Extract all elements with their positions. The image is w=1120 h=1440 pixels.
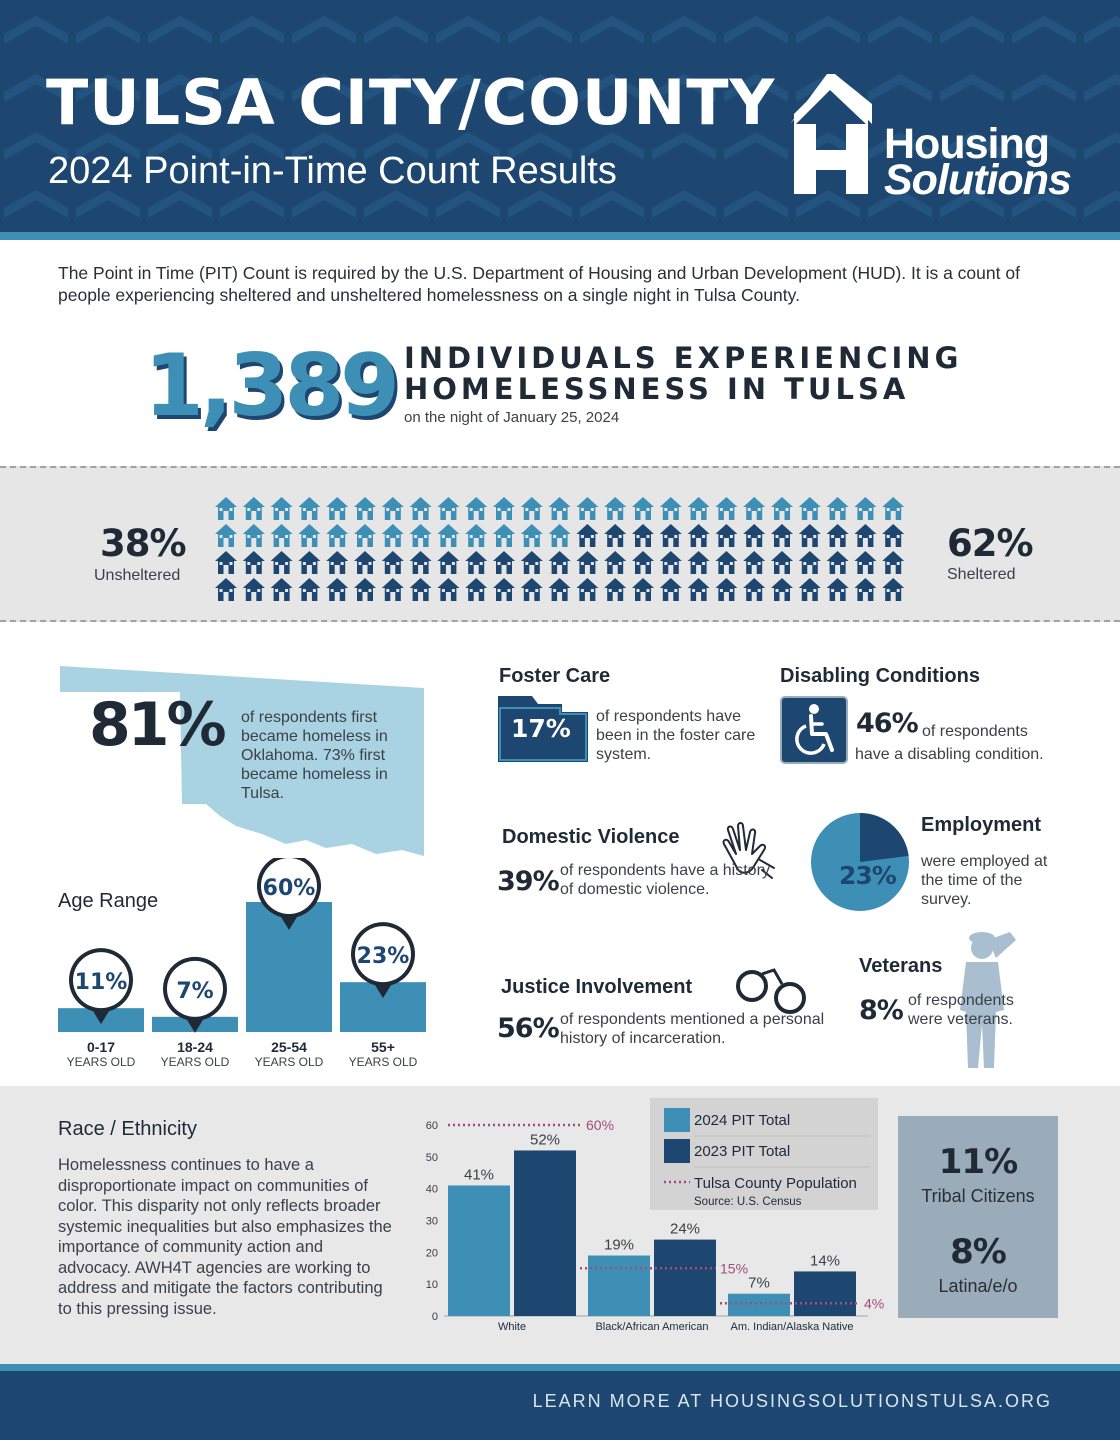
- house-icon: [743, 551, 765, 574]
- house-icon: [354, 551, 376, 574]
- sheltered-percent: 62%: [947, 522, 1033, 565]
- justice-text: of respondents mentioned a personal history of incarceration.: [560, 1011, 825, 1047]
- logo-word-solutions: Solutions: [884, 156, 1071, 204]
- age-group-label: 18-24: [177, 1039, 213, 1055]
- house-icon: [437, 551, 459, 574]
- house-icon: [882, 497, 904, 520]
- logo-word-housing: Housing: [884, 120, 1049, 168]
- house-icon: [465, 578, 487, 601]
- age-group-sub: YEARS OLD: [348, 1055, 418, 1069]
- house-icon: [410, 551, 432, 574]
- legend-label: 2023 PIT Total: [694, 1143, 791, 1160]
- race-bar-value: 7%: [748, 1274, 770, 1292]
- house-icon: [632, 497, 654, 520]
- house-icon: [743, 497, 765, 520]
- justice-stat: 56%: [497, 1013, 559, 1044]
- house-icon: [271, 551, 293, 574]
- oklahoma-text: of respondents first became homeless in Oklahoma. 73% first became homeless in Tulsa.: [241, 709, 388, 802]
- house-icon: [271, 497, 293, 520]
- race-bar: [588, 1256, 650, 1316]
- house-icon: [437, 524, 459, 547]
- disabling-text-a: of respondents: [922, 723, 1028, 740]
- house-icon: [410, 497, 432, 520]
- house-icon: [604, 551, 626, 574]
- house-icon: [271, 578, 293, 601]
- house-icon-grid: [214, 496, 910, 606]
- house-icon: [827, 524, 849, 547]
- age-group-label: 25-54: [271, 1039, 307, 1055]
- race-bar-value: 52%: [529, 1131, 561, 1149]
- house-icon: [354, 524, 376, 547]
- house-icon: [215, 551, 237, 574]
- house-icon: [326, 497, 348, 520]
- page-subtitle: 2024 Point-in-Time Count Results: [48, 150, 617, 192]
- tribal-stat: 11%: [938, 1142, 1018, 1182]
- headline-label: [404, 343, 962, 405]
- age-percent-label: 11%: [74, 970, 128, 996]
- y-tick-label: 20: [425, 1247, 438, 1260]
- race-bar: [794, 1271, 856, 1316]
- house-icon: [382, 578, 404, 601]
- domestic-violence-stat: 39%: [497, 866, 559, 897]
- house-icon: [743, 578, 765, 601]
- foster-care-stat: 17%: [511, 714, 571, 743]
- employment-stat: 23%: [839, 861, 896, 890]
- house-icon: [326, 524, 348, 547]
- house-icon: [465, 524, 487, 547]
- y-tick-label: 40: [425, 1183, 438, 1196]
- house-icon: [771, 524, 793, 547]
- y-tick-label: 10: [425, 1279, 438, 1292]
- housing-solutions-logo-icon: [790, 74, 872, 196]
- house-icon: [271, 524, 293, 547]
- house-icon: [660, 497, 682, 520]
- house-icon: [632, 524, 654, 547]
- disabling-stat: 46%: [856, 708, 918, 739]
- house-icon: [215, 524, 237, 547]
- house-icon: [827, 497, 849, 520]
- age-group-sub: YEARS OLD: [160, 1055, 230, 1069]
- age-group-sub: YEARS OLD: [66, 1055, 136, 1069]
- house-icon: [799, 551, 821, 574]
- legend-label: 2024 PIT Total: [694, 1112, 791, 1129]
- house-icon: [549, 524, 571, 547]
- house-icon: [882, 578, 904, 601]
- house-icon: [521, 497, 543, 520]
- house-icon: [437, 497, 459, 520]
- race-category-label: Am. Indian/Alaska Native: [730, 1321, 854, 1333]
- veterans-text: of respondents were veterans.: [908, 992, 1014, 1028]
- house-icon: [799, 497, 821, 520]
- house-icon: [688, 524, 710, 547]
- house-icon: [493, 524, 515, 547]
- house-icon: [354, 578, 376, 601]
- race-bar: [654, 1240, 716, 1316]
- race-category-label: Black/African American: [595, 1321, 709, 1333]
- age-group-label: 55+: [371, 1039, 395, 1055]
- house-icon: [688, 497, 710, 520]
- house-icon: [326, 551, 348, 574]
- justice-title: Justice Involvement: [501, 976, 693, 998]
- disabling-text-b: have a disabling condition.: [855, 746, 1044, 763]
- house-icon: [632, 551, 654, 574]
- house-icon: [493, 578, 515, 601]
- headline-label-line1: INDIVIDUALS EXPERIENCING: [404, 341, 963, 375]
- house-icon: [771, 551, 793, 574]
- age-range-title: Age Range: [58, 890, 159, 912]
- house-icon: [771, 497, 793, 520]
- house-icon: [604, 524, 626, 547]
- house-icon: [854, 551, 876, 574]
- disabling-title: Disabling Conditions: [780, 665, 980, 687]
- latina-label: Latina/e/o: [938, 1276, 1018, 1296]
- house-icon: [632, 578, 654, 601]
- domestic-violence-text: of respondents have a history of domestic violence.: [560, 862, 770, 898]
- race-bar-value: 41%: [463, 1166, 495, 1184]
- veterans-stat: 8%: [859, 995, 903, 1026]
- house-icon: [465, 497, 487, 520]
- y-tick-label: 50: [425, 1151, 438, 1164]
- house-icon: [660, 578, 682, 601]
- header-accent-bar: [0, 232, 1120, 240]
- house-icon: [715, 497, 737, 520]
- house-icon: [549, 497, 571, 520]
- house-icon: [660, 524, 682, 547]
- legend-source: Source: U.S. Census: [694, 1196, 802, 1208]
- unsheltered-percent: 38%: [100, 522, 186, 565]
- house-icon: [298, 578, 320, 601]
- y-tick-label: 60: [425, 1120, 438, 1132]
- y-tick-label: 0: [431, 1311, 438, 1323]
- oklahoma-stat: 81%: [89, 690, 224, 760]
- legend-swatch: [664, 1108, 690, 1132]
- age-percent-label: 23%: [356, 944, 410, 970]
- foster-care-text: of respondents have been in the foster care system.: [596, 708, 756, 763]
- house-icon: [465, 551, 487, 574]
- house-icon: [715, 524, 737, 547]
- tribal-label: Tribal Citizens: [921, 1186, 1035, 1206]
- house-icon: [799, 578, 821, 601]
- house-icon: [660, 551, 682, 574]
- legend-swatch: [664, 1139, 690, 1163]
- employment-title: Employment: [921, 814, 1042, 836]
- age-group-label: 0-17: [86, 1039, 116, 1055]
- domestic-violence-title: Domestic Violence: [502, 826, 680, 848]
- house-icon: [243, 578, 265, 601]
- house-icon: [827, 551, 849, 574]
- race-bar-value: 14%: [809, 1252, 841, 1270]
- house-icon: [827, 578, 849, 601]
- age-range-chart: [56, 858, 436, 1072]
- legend-label: Tulsa County Population: [694, 1175, 857, 1192]
- page-title: TULSA CITY/COUNTY: [46, 66, 776, 139]
- population-reference-label: 15%: [720, 1260, 749, 1277]
- house-icon: [382, 551, 404, 574]
- house-icon: [715, 578, 737, 601]
- house-icon: [298, 524, 320, 547]
- race-bar-value: 19%: [603, 1236, 635, 1254]
- house-icon: [410, 578, 432, 601]
- house-icon: [243, 497, 265, 520]
- house-icon: [243, 551, 265, 574]
- population-reference-label: 4%: [864, 1295, 885, 1312]
- house-icon: [854, 524, 876, 547]
- house-icon: [354, 497, 376, 520]
- house-icon: [493, 497, 515, 520]
- house-icon: [854, 578, 876, 601]
- house-icon: [604, 497, 626, 520]
- race-bar: [448, 1185, 510, 1316]
- footer-accent-bar: [0, 1364, 1120, 1371]
- employment-text: were employed at the time of the survey.: [921, 853, 1048, 908]
- race-text: Homelessness continues to have a disproportionate impact on communities of color. This disparity not only reflects broader systemic inequalities but also emphasizes the importance of community action and advocacy. AWH4T agencies are working to address and mitigate the factors contributing to this pressing issue.: [58, 1156, 392, 1318]
- house-icon: [382, 497, 404, 520]
- house-icon: [549, 578, 571, 601]
- house-icon: [688, 578, 710, 601]
- foster-care-title: Foster Care: [499, 665, 611, 687]
- house-icon: [521, 578, 543, 601]
- house-icon: [326, 578, 348, 601]
- house-icon: [549, 551, 571, 574]
- chart-legend: [650, 1098, 878, 1210]
- wheelchair-icon: [780, 696, 848, 764]
- headline-date: on the night of January 25, 2024: [404, 409, 620, 426]
- footer-link[interactable]: LEARN MORE AT HOUSINGSOLUTIONSTULSA.ORG: [532, 1391, 1052, 1411]
- age-percent-label: 60%: [262, 876, 316, 901]
- race-bar: [728, 1294, 790, 1316]
- house-icon: [604, 578, 626, 601]
- race-title: Race / Ethnicity: [58, 1118, 197, 1140]
- house-icon: [493, 551, 515, 574]
- race-bar-chart: [418, 1094, 898, 1340]
- veterans-title: Veterans: [859, 955, 943, 977]
- house-icon: [882, 551, 904, 574]
- latina-stat: 8%: [950, 1232, 1006, 1272]
- house-icon: [882, 524, 904, 547]
- house-icon: [437, 578, 459, 601]
- race-bar-value: 24%: [669, 1220, 701, 1238]
- house-icon: [743, 524, 765, 547]
- house-icon: [576, 524, 598, 547]
- pie-slice-employed: [860, 813, 909, 862]
- headline-number: 1,389: [144, 336, 397, 436]
- race-category-label: White: [497, 1321, 527, 1333]
- house-icon: [688, 551, 710, 574]
- house-icon: [799, 524, 821, 547]
- intro-paragraph: The Point in Time (PIT) Count is required by the U.S. Department of Housing and Urban Development (HUD). It is a count of people experiencing sheltered and unsheltered homelessness on a single night in Tulsa County.: [58, 263, 1020, 305]
- age-group-sub: YEARS OLD: [254, 1055, 324, 1069]
- house-icon: [576, 497, 598, 520]
- house-icon: [576, 551, 598, 574]
- unsheltered-label: Unsheltered: [94, 567, 181, 584]
- house-icon: [298, 497, 320, 520]
- sheltered-label: Sheltered: [947, 566, 1016, 583]
- house-icon: [243, 524, 265, 547]
- house-icon: [298, 551, 320, 574]
- house-icon: [771, 578, 793, 601]
- house-icon: [576, 578, 598, 601]
- house-icon: [215, 497, 237, 520]
- house-icon: [854, 497, 876, 520]
- house-icon: [382, 524, 404, 547]
- house-icon: [521, 551, 543, 574]
- age-percent-label: 7%: [176, 978, 214, 1004]
- race-bar: [514, 1150, 576, 1316]
- house-icon: [521, 524, 543, 547]
- house-icon: [215, 578, 237, 601]
- house-icon: [410, 524, 432, 547]
- population-reference-label: 60%: [586, 1117, 615, 1133]
- headline-label-line2: HOMELESSNESS IN TULSA: [404, 372, 910, 406]
- house-icon: [715, 551, 737, 574]
- y-tick-label: 30: [425, 1215, 438, 1228]
